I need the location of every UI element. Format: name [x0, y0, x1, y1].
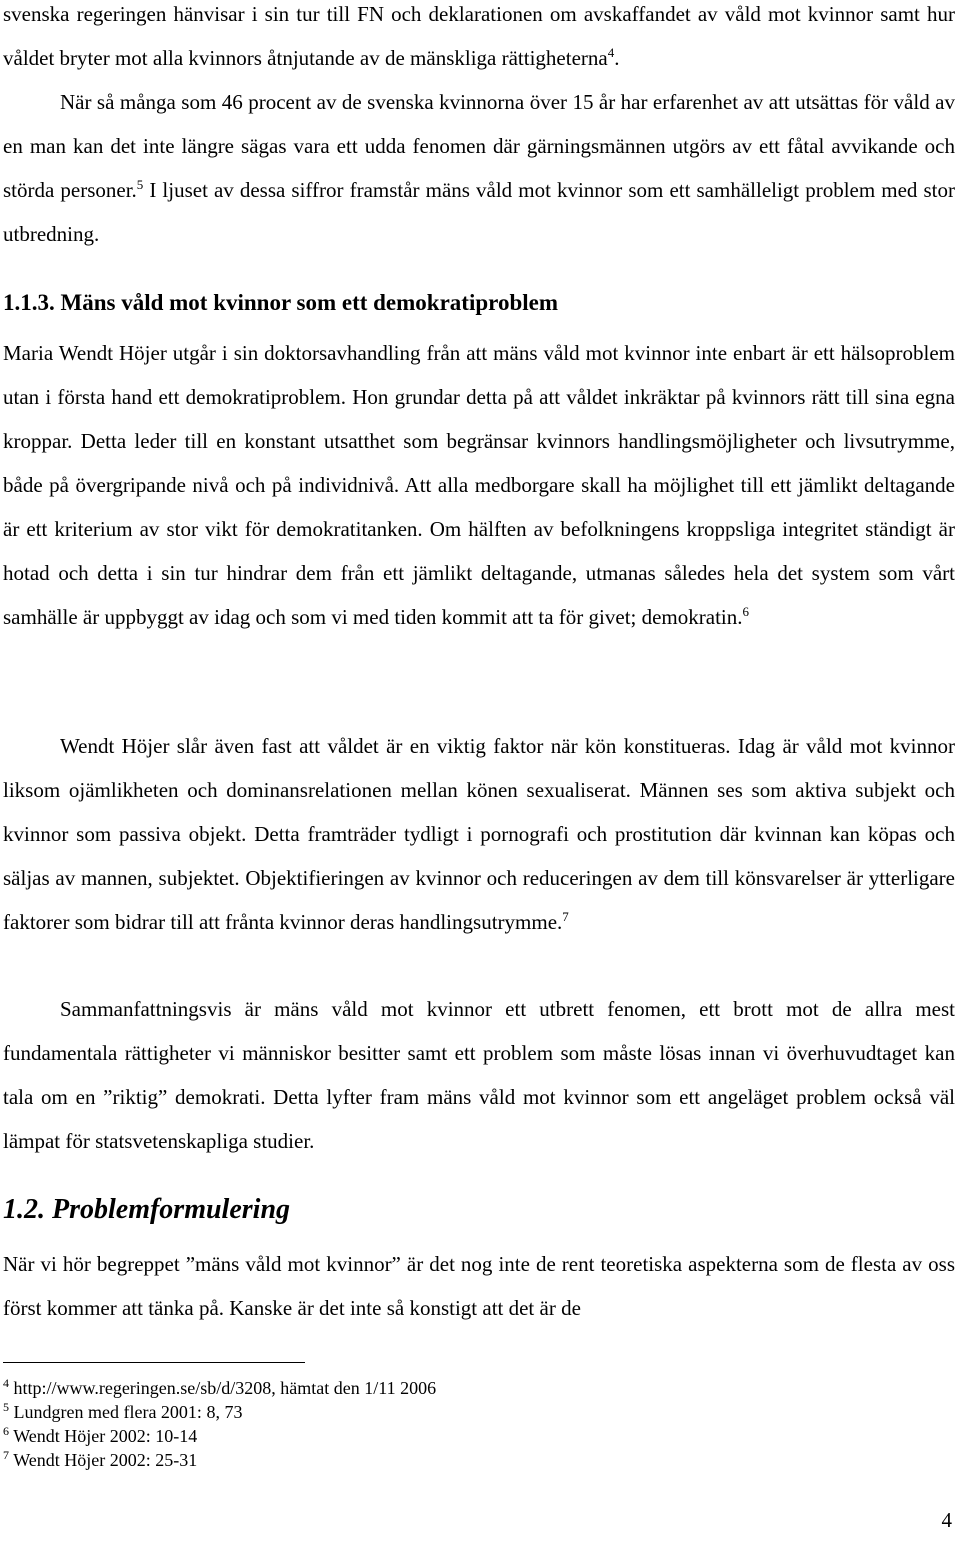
section-heading-1-1-3: 1.1.3. Mäns våld mot kvinnor som ett demokratiproblem [3, 290, 558, 315]
section-113-paragraph-3: Sammanfattningsvis är mäns våld mot kvinnor ett utbrett fenomen, ett brott mot de allra mest fundamentala rättigheter vi människor besitter samt ett problem som måste lösas innan vi överhuvudtaget kan tala om en ”riktig” demokrati. Detta lyfter fram mäns våld mot kvinnor som ett angeläget problem också väl lämpat för statsvetenskapliga studier. [3, 997, 955, 1153]
footnote-number: 7 [3, 1448, 9, 1462]
footnote-ref-4[interactable]: 4 [607, 45, 615, 60]
footnote-6 [3, 1424, 436, 1448]
section-113-paragraph-1 [3, 331, 955, 639]
footnote-ref-5[interactable]: 5 [136, 177, 144, 192]
footnote-number: 4 [3, 1376, 9, 1390]
paragraph-2 [3, 80, 955, 256]
footnote-number: 6 [3, 1424, 9, 1438]
footnote-ref-7[interactable]: 7 [562, 909, 569, 924]
footnote-5 [3, 1400, 436, 1424]
top-paragraph [3, 0, 955, 80]
section-113-paragraph-2-text: Wendt Höjer slår även fast att våldet är en viktig faktor när kön konstitueras. Idag är våld mot kvinnor liksom ojämlikheten och dominansrelationen mellan könen sexualiserat. Männen ses som aktiva subjekt och kvinnor som passiva objekt. Detta framträder tydligt i pornografi och prostitution där kvinnan kan köpas och säljas av mannen, subjektet. Objektifieringen av kvinnor och reduceringen av dem till könsvarelser är ytterligare faktorer som bidrar till att frånta kvinnor deras handlingsutrymme. [3, 734, 955, 934]
section-12-paragraph: När vi hör begreppet ”mäns våld mot kvinnor” är det nog inte de rent teoretiska aspekterna som de flesta av oss först kommer att tänka på. Kanske är det inte så konstigt att det är de [3, 1252, 955, 1320]
footnote-number: 5 [3, 1400, 9, 1414]
section-heading-1-2: 1.2. Problemformulering [3, 1194, 291, 1225]
footnote-separator [3, 1362, 305, 1363]
footnote-link[interactable]: http://www.regeringen.se/sb/d/3208, hämtat den 1/11 2006 [13, 1378, 437, 1398]
top-paragraph-tail: . [614, 46, 620, 70]
section-113-paragraph-2 [3, 724, 955, 944]
paragraph-2-text-b: I ljuset av dessa siffror framstår mäns våld mot kvinnor som ett samhälleligt problem med stor utbredning. [3, 178, 955, 246]
top-paragraph-text: svenska regeringen hänvisar i sin tur till FN och deklarationen om avskaffandet av våld mot kvinnor samt hur våldet bryter mot alla kvinnors åtnjutande av de mänskliga rättigheterna [3, 2, 955, 70]
paragraph-2-text-a: När så många som 46 procent av de svenska kvinnorna över 15 år har erfarenhet av att utsättas för våld av en man kan det inte längre sägas vara ett udda fenomen där gärningsmännen utgörs av ett fåtal avvikande och störda personer. [3, 90, 955, 202]
footnote-ref-6[interactable]: 6 [742, 604, 750, 619]
footnote-text: Lundgren med flera 2001: 8, 73 [13, 1402, 243, 1422]
footnote-text: Wendt Höjer 2002: 25-31 [13, 1450, 198, 1470]
footnotes [3, 1376, 436, 1472]
footnote-text: Wendt Höjer 2002: 10-14 [13, 1426, 198, 1446]
section-113-paragraph-1-text: Maria Wendt Höjer utgår i sin doktorsavhandling från att mäns våld mot kvinnor inte enbart är ett hälsoproblem utan i första hand ett demokratiproblem. Hon grundar detta på att våldet inkräktar på kvinnors rätt till sina egna kroppar. Detta leder till en konstant utsatthet som begränsar kvinnors handlingsmöjligheter och livsutrymme, både på övergripande nivå och på individnivå. Att alla medborgare skall ha möjlighet till ett jämlikt deltagande är ett kriterium av stor vikt för demokratitanken. Om hälften av befolkningens kroppsliga integritet ständigt är hotad och detta i sin tur hindrar dem från ett jämlikt deltagande, utmanas således hela det system som vårt samhälle är uppbyggt av idag och som vi med tiden kommit att ta för givet; demokratin. [3, 341, 955, 629]
footnote-4 [3, 1376, 436, 1400]
footnote-7 [3, 1448, 436, 1472]
page-number: 4 [941, 1508, 952, 1532]
